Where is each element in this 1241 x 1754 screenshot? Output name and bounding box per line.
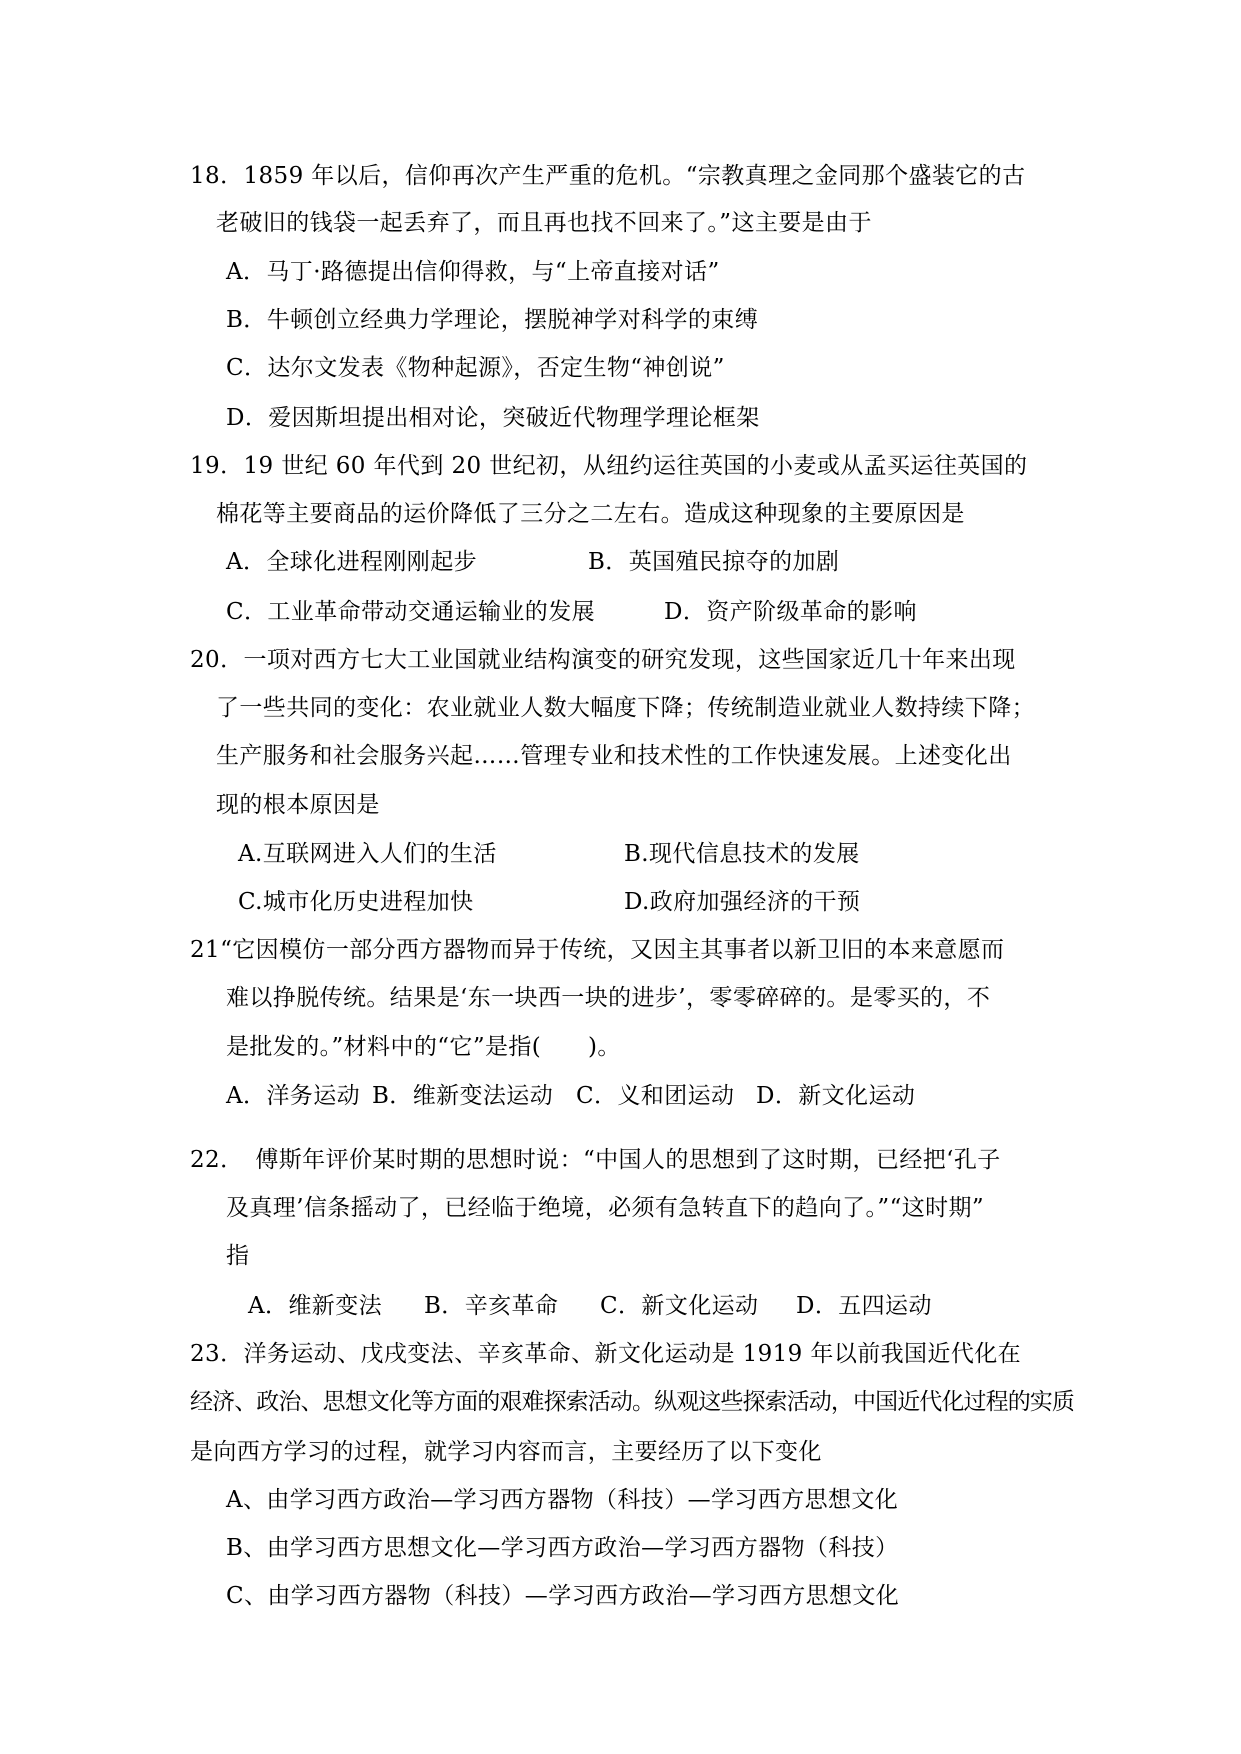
question-22-stem-line-2: 及真理’信条摇动了，已经临于绝境，必须有急转直下的趋向了。”“这时期”	[226, 1195, 985, 1221]
question-21-option-d: D．新文化运动	[756, 1083, 916, 1109]
question-20-stem-line-2: 了一些共同的变化：农业就业人数大幅度下降；传统制造业就业人数持续下降；	[216, 695, 1035, 721]
question-19-option-a: A．全球化进程刚刚起步	[226, 549, 478, 575]
question-18-option-d: D．爱因斯坦提出相对论，突破近代物理学理论框架	[226, 405, 760, 431]
question-22-stem-line-3: 指	[226, 1243, 250, 1269]
question-18-stem-line-2: 老破旧的钱袋一起丢弃了，而且再也找不回来了。”这主要是由于	[216, 210, 872, 236]
question-22-stem-line-1: 22． 傅斯年评价某时期的思想时说：“中国人的思想到了这时期，已经把‘孔子	[190, 1147, 1001, 1173]
question-19-stem-line-2: 棉花等主要商品的运价降低了三分之二左右。造成这种现象的主要原因是	[216, 501, 965, 527]
question-23-stem-line-1: 23．洋务运动、戊戌变法、辛亥革命、新文化运动是 1919 年以前我国近代化在	[190, 1341, 1022, 1367]
question-23-stem-line-2: 经济、政治、思想文化等方面的艰难探索活动。纵观这些探索活动，中国近代化过程的实质	[190, 1389, 1075, 1415]
question-18-option-c: C．达尔文发表《物种起源》，否定生物“神创说”	[226, 355, 725, 381]
question-21-option-a: A．洋务运动	[226, 1083, 361, 1109]
question-21-stem-line-2: 难以挣脱传统。结果是‘东一块西一块的进步’，零零碎碎的。是零买的，不	[226, 985, 991, 1011]
question-19-option-c: C．工业革命带动交通运输业的发展	[226, 599, 595, 625]
question-20-stem-line-3: 生产服务和社会服务兴起……管理专业和技术性的工作快速发展。上述变化出	[216, 743, 1012, 769]
question-18-stem-line-1: 18．1859 年以后，信仰再次产生严重的危机。“宗教真理之金同那个盛装它的古	[190, 163, 1026, 189]
question-20-stem-line-1: 20．一项对西方七大工业国就业结构演变的研究发现，这些国家近几十年来出现	[190, 647, 1016, 673]
question-21-stem-line-3: 是批发的。”材料中的“它”是指( )。	[226, 1034, 621, 1060]
question-21-option-b: B．维新变法运动	[372, 1083, 554, 1109]
question-19-option-d: D．资产阶级革命的影响	[664, 599, 917, 625]
question-18-option-a: A．马丁·路德提出信仰得救，与“上帝直接对话”	[226, 259, 720, 285]
question-22-option-b: B．辛亥革命	[424, 1293, 559, 1319]
question-21-option-c: C．义和团运动	[576, 1083, 735, 1109]
question-22-option-a: A．维新变法	[248, 1293, 383, 1319]
question-21-stem-line-1: 21“它因模仿一部分西方器物而异于传统，又因主其事者以新卫旧的本来意愿而	[190, 937, 1005, 963]
question-23-option-c: C、由学习西方器物（科技）—学习西方政治—学习西方思想文化	[226, 1583, 900, 1609]
question-20-option-d: D.政府加强经济的干预	[624, 889, 861, 915]
question-19-option-b: B．英国殖民掠夺的加剧	[588, 549, 840, 575]
question-18-option-b: B．牛顿创立经典力学理论，摆脱神学对科学的束缚	[226, 307, 759, 333]
question-20-option-b: B.现代信息技术的发展	[624, 841, 860, 867]
question-23-option-b: B、由学习西方思想文化—学习西方政治—学习西方器物（科技）	[226, 1535, 899, 1561]
question-22-option-d: D．五四运动	[796, 1293, 932, 1319]
question-20-option-a: A.互联网进入人们的生活	[238, 841, 497, 867]
question-20-option-c: C.城市化历史进程加快	[238, 889, 474, 915]
question-22-option-c: C．新文化运动	[600, 1293, 759, 1319]
question-23-stem-line-3: 是向西方学习的过程，就学习内容而言，主要经历了以下变化	[190, 1439, 822, 1465]
question-23-option-a: A、由学习西方政治—学习西方器物（科技）—学习西方思想文化	[226, 1487, 899, 1513]
question-20-stem-line-4: 现的根本原因是	[216, 792, 380, 818]
question-19-stem-line-1: 19．19 世纪 60 年代到 20 世纪初，从纽约运往英国的小麦或从孟买运往英国的	[190, 453, 1028, 479]
